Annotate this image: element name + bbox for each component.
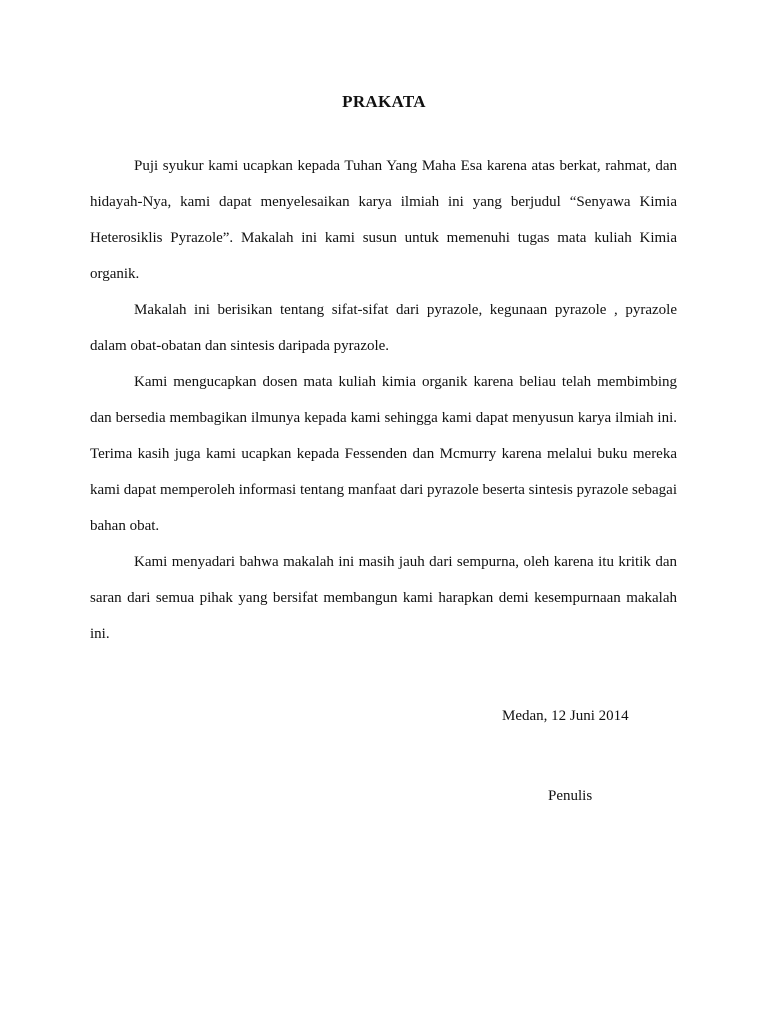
page-title: PRAKATA — [342, 92, 426, 111]
paragraph-4: Kami menyadari bahwa makalah ini masih jauh dari sempurna, oleh karena itu kritik dan saran dari semua pihak yang bersifat membangun kami harapkan demi kesempurnaan makalah ini. — [90, 554, 677, 642]
body-text — [90, 148, 677, 652]
paragraph-3: Kami mengucapkan dosen mata kuliah kimia organik karena beliau telah membimbing dan bersedia membagikan ilmunya kepada kami sehingga kami dapat menyusun karya ilmiah ini. Terima kasih juga kami ucapkan kepada Fessenden dan Mcmurry karena melalui buku mereka kami dapat memperoleh informasi tentang manfaat dari pyrazole beserta sintesis pyrazole sebagai bahan obat. — [90, 374, 677, 534]
paragraph-2: Makalah ini berisikan tentang sifat-sifat dari pyrazole, kegunaan pyrazole , pyrazole dalam obat-obatan dan sintesis daripada pyrazole. — [90, 302, 677, 354]
author-signature: Penulis — [548, 788, 593, 804]
place-date: Medan, 12 Juni 2014 — [502, 708, 629, 724]
paragraph-1: Puji syukur kami ucapkan kepada Tuhan Yang Maha Esa karena atas berkat, rahmat, dan hidayah-Nya, kami dapat menyelesaikan karya ilmiah ini yang berjudul “Senyawa Kimia Heterosiklis Pyrazole”. Makalah ini kami susun untuk memenuhi tugas mata kuliah Kimia organik. — [90, 158, 677, 282]
